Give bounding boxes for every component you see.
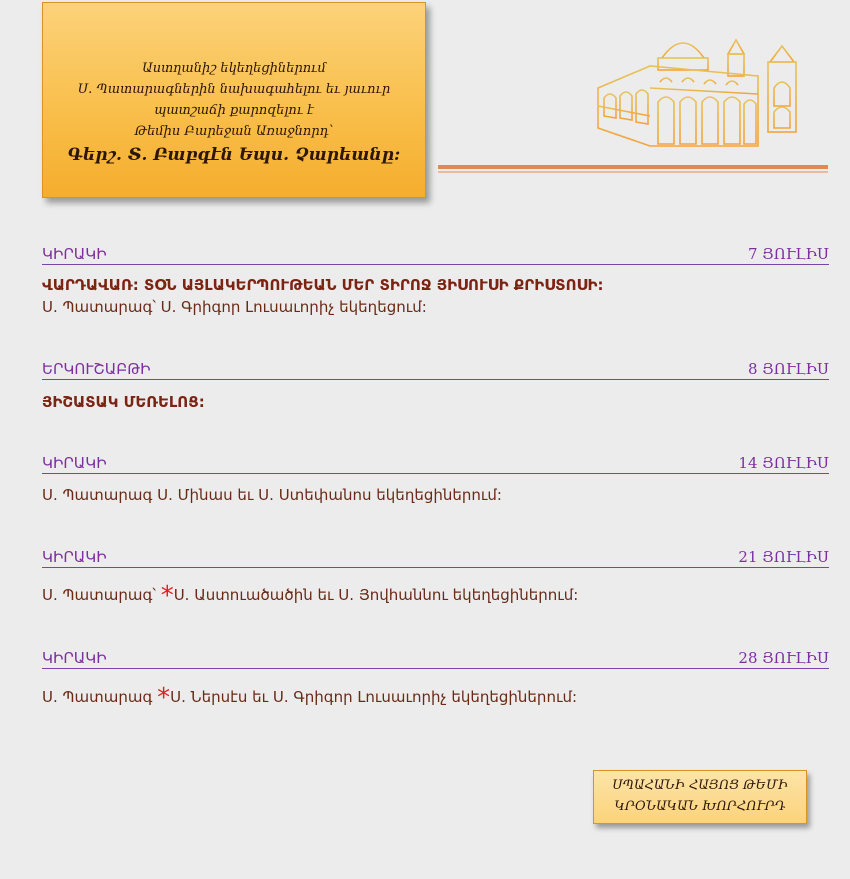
asterisk-marker: * [157, 683, 171, 713]
service-prefix: Ս. Պատարագ [42, 688, 153, 706]
feast-title: ՅԻՇԱՏԱԿ ՄԵՌԵԼՈՑ: [42, 393, 205, 411]
asterisk-marker: * [160, 581, 174, 611]
day-date: 14 ՅՈՒԼԻՍ [738, 454, 829, 472]
service-prefix: Ս. Պատարագ՝ [42, 586, 156, 604]
day-name: ԿԻՐԱԿԻ [42, 245, 107, 263]
day-heading-row [42, 244, 829, 265]
church-illustration [588, 28, 808, 154]
service-description [42, 683, 578, 713]
service-description: Ս. Պատարագ՝ Ս. Գրիգոր Լուսաւորիչ եկեղեցում: [42, 298, 427, 316]
signature-line-2: ԿՐՕՆԱԿԱՆ ԽՈՐՀՈՒՐԴ [614, 799, 786, 814]
header-line-1: Աստղանիշ եկեղեցիներում [142, 61, 326, 76]
service-description [42, 581, 579, 611]
service-churches: Ս. Ներսէս եւ Ս. Գրիգոր Լուսաւորիչ եկեղեցիներում: [170, 688, 578, 706]
day-date: 8 ՅՈՒԼԻՍ [747, 360, 829, 378]
day-date: 7 ՅՈՒԼԻՍ [747, 245, 829, 263]
day-date: 28 ՅՈՒԼԻՍ [738, 649, 829, 667]
service-description: Ս. Պատարագ Ս. Մինաս եւ Ս. Ստեփանոս եկեղեցիներում: [42, 486, 502, 504]
header-divider-thick [438, 165, 828, 169]
day-name: ԿԻՐԱԿԻ [42, 548, 107, 566]
day-name: ԿԻՐԱԿԻ [42, 454, 107, 472]
header-bishop-name: Գերշ. Տ. Բաբգէն Եպս. Չարեանը: [67, 145, 401, 165]
header-line-3: պատշաճի քարոզելու է [154, 103, 314, 118]
day-date: 21 ՅՈՒԼԻՍ [738, 548, 829, 566]
day-heading-row [42, 547, 829, 568]
feast-title: ՎԱՐԴԱՎԱՌ: ՏՕՆ ԱՅԼԱԿԵՐՊՈՒԹԵԱՆ ՄԵՐ ՏԻՐՈՋ ՅԻՍՈՒՍԻ ՔՐԻՍՏՈՍԻ: [42, 276, 604, 294]
header-line-4: Թեմիս Բարեջան Առաջնորդ՝ [134, 124, 334, 139]
service-churches: Ս. Աստուածածին եւ Ս. Յովհաննու եկեղեցիներում: [173, 586, 579, 604]
day-heading-row [42, 359, 829, 380]
signature-line-1: ՍՊԱՀԱՆԻ ՀԱՅՈՑ ԹԵՄԻ [612, 778, 788, 793]
header-divider-thin [438, 171, 828, 173]
day-name: ԿԻՐԱԿԻ [42, 649, 107, 667]
header-line-2: Ս. Պատարագներին նախագահելու եւ յաւուր [77, 82, 391, 97]
day-name: ԵՐԿՈՒՇԱԲԹԻ [42, 360, 151, 378]
signature-box [593, 770, 807, 824]
day-heading-row [42, 453, 829, 474]
day-heading-row [42, 648, 829, 669]
header-announcement-box [42, 2, 426, 198]
